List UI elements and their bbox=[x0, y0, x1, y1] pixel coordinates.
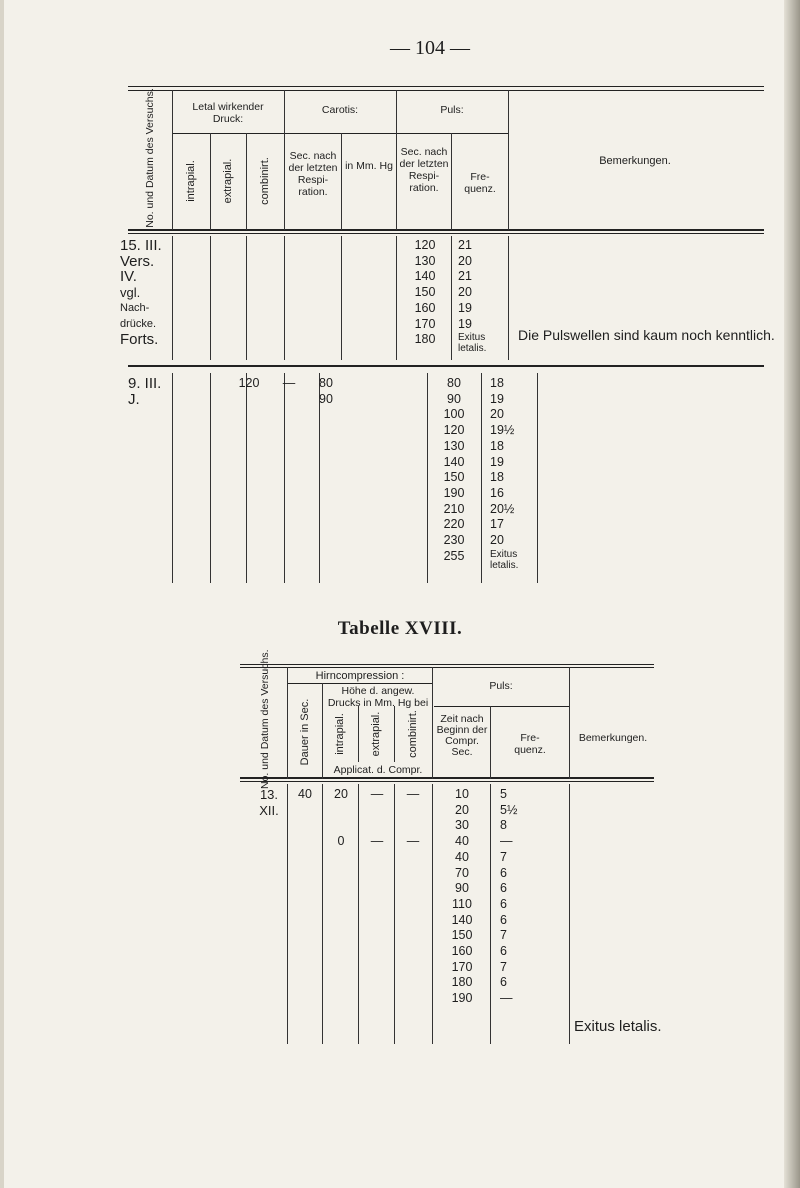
group1-label: 15. III. Vers. IV. vgl. Nach- drücke. Forts. bbox=[120, 237, 162, 349]
t2-bemerkung: Exitus letalis. bbox=[574, 1018, 662, 1035]
header-no-datum: No. und Datum des Versuchs. bbox=[144, 88, 156, 228]
header-puls-sec: Sec. nach der letzten Respi- ration. bbox=[399, 146, 449, 194]
table-caption: Tabelle XVIII. bbox=[337, 618, 463, 639]
group1-puls-freq: 21 20 21 20 19 19 Exitus letalis. bbox=[458, 238, 487, 355]
header-carotis: Carotis: bbox=[321, 104, 359, 116]
header-intrapial: intrapial. bbox=[185, 160, 197, 202]
t2-dauer: 40 bbox=[298, 787, 312, 801]
t2-header-extrapial: extrapial. bbox=[370, 711, 382, 757]
group2-extrapial: — bbox=[282, 376, 296, 390]
header-bemerkungen: Bemerkungen. bbox=[599, 155, 671, 167]
t2-extrapial-2: — bbox=[370, 834, 384, 848]
t2-header-applicat: Applicat. d. Compr. bbox=[333, 764, 423, 776]
header-combinirt: combinirt. bbox=[259, 157, 271, 205]
t2-header-zeit: Zeit nach Beginn der Compr. Sec. bbox=[436, 713, 488, 758]
header-in-mm-hg: in Mm. Hg bbox=[345, 160, 393, 172]
t2-header-frequenz: Fre- quenz. bbox=[514, 732, 546, 756]
t2-header-dauer: Dauer in Sec. bbox=[299, 698, 311, 766]
t2-header-bemerkungen: Bemerkungen. bbox=[578, 732, 648, 744]
t2-label: 13. XII. bbox=[259, 787, 279, 818]
t2-header-intrapial: intrapial. bbox=[334, 713, 346, 755]
t2-header-hirncompression: Hirncompression : bbox=[315, 670, 405, 682]
group2-carotis-sec: 80 90 bbox=[319, 376, 333, 406]
t2-intrapial-1: 20 bbox=[334, 787, 348, 801]
group2-puls-freq: 18 19 20 19½ 18 19 18 16 20½ 17 20 Exitus letalis. bbox=[490, 376, 519, 571]
t2-extrapial-1: — bbox=[370, 787, 384, 801]
scan-right-edge bbox=[784, 0, 800, 1188]
group1-puls-sec: 120 130 140 150 160 170 180 bbox=[414, 238, 436, 347]
group2-label: 9. III. J. bbox=[128, 375, 162, 408]
t2-header-no-datum: No. und Datum des Versuchs. bbox=[259, 649, 271, 789]
t2-zeit: 10 20 30 40 40 70 90 110 140 150 160 170 180 190 bbox=[451, 787, 473, 1006]
header-carotis-sec: Sec. nach der letzten Respi- ration. bbox=[288, 150, 338, 198]
t2-intrapial-2: 0 bbox=[337, 834, 345, 848]
scan-left-edge bbox=[0, 0, 4, 1188]
header-extrapial: extrapial. bbox=[222, 158, 234, 204]
header-puls: Puls: bbox=[440, 104, 464, 116]
t2-header-hoehe: Höhe d. angew. Drucks in Mm. Hg bei bbox=[327, 685, 429, 709]
page-number: — 104 — bbox=[390, 37, 470, 59]
t2-freq: 5 5½ 8 — 7 6 6 6 6 7 6 7 6 — bbox=[500, 787, 518, 1006]
t2-combinirt-1: — bbox=[406, 787, 420, 801]
t2-header-puls: Puls: bbox=[489, 680, 513, 692]
header-frequenz: Fre- quenz. bbox=[464, 171, 496, 195]
t2-header-combinirt: combinirt. bbox=[407, 710, 419, 758]
group2-intrapial: 120 bbox=[238, 376, 260, 390]
t2-combinirt-2: — bbox=[406, 834, 420, 848]
group1-bemerkung: Die Pulswellen sind kaum noch kenntlich. bbox=[518, 327, 775, 343]
header-letal-druck: Letal wirkender Druck: bbox=[192, 101, 264, 125]
group2-puls-sec: 80 90 100 120 130 140 150 190 210 220 230 255 bbox=[443, 376, 465, 563]
